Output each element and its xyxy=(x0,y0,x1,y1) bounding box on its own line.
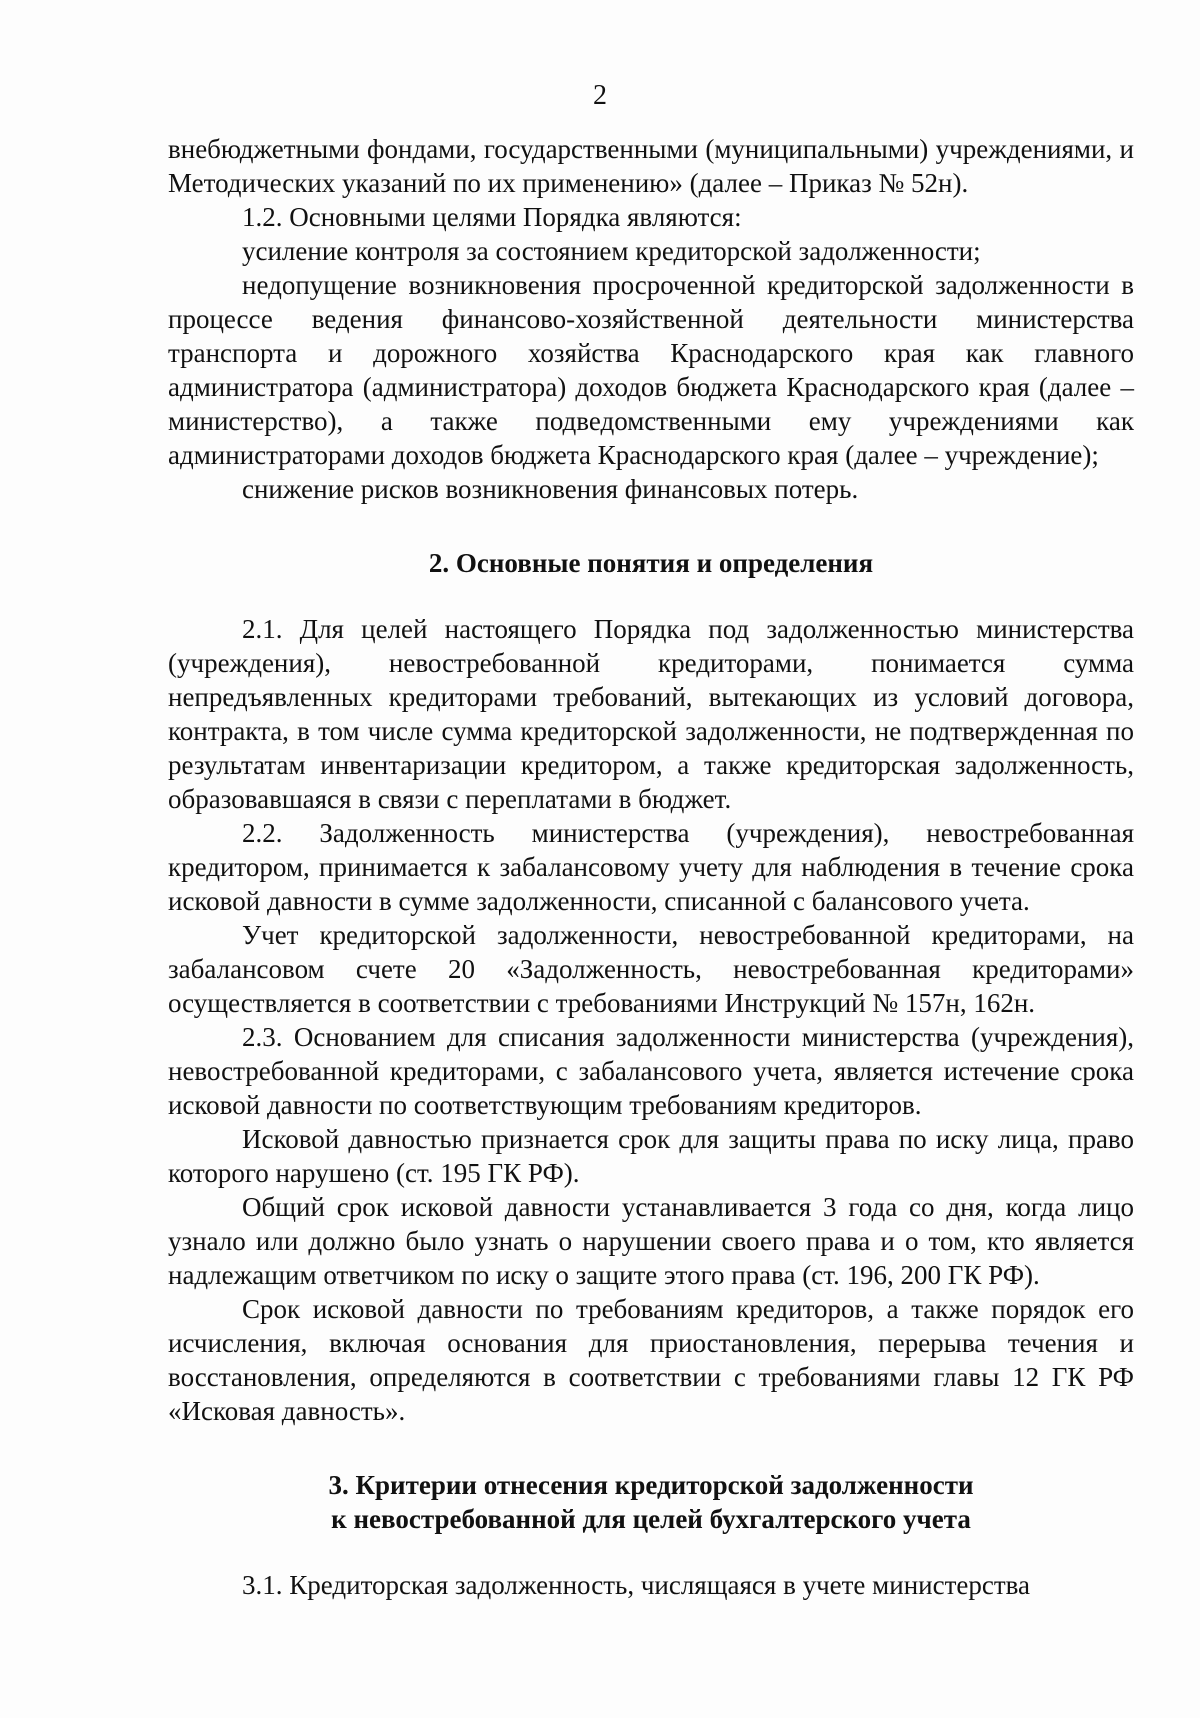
goal-item: недопущение возникновения просроченной кредиторской задолженности в процессе ведения финансово-хозяйственной деятельности министерства транспорта и дорожного хозяйства Краснодарского края как главного администратора (администратора) доходов бюджета Краснодарского края (далее – министерство), а также подведомственными ему учреждениями как администраторами доходов бюджета Краснодарского края (далее – учреждение); xyxy=(168,270,1134,470)
paragraph-1-2: 1.2. Основными целями Порядка являются: xyxy=(242,202,742,232)
section-3-heading xyxy=(168,1468,1134,1536)
paragraph-2-2: 2.2. Задолженность министерства (учреждения), невостребованная кредитором, принимается к забалансовому учету для наблюдения в течение срока исковой давности в сумме задолженности, списанной с балансового учета. xyxy=(168,818,1134,916)
paragraph-2-3: 2.3. Основанием для списания задолженности министерства (учреждения), невостребованной кредиторами, с забалансового учета, является истечение срока исковой давности по соответствующим требованиям кредиторов. xyxy=(168,1022,1134,1120)
section-3-heading-line-1: 3. Критерии отнесения кредиторской задолженности xyxy=(328,1470,974,1500)
paragraph-2-2-accounting: Учет кредиторской задолженности, невостребованной кредиторами, на забалансовом счете 20 «Задолженность, невостребованная кредиторами» осуществляется в соответствии с требованиями Инструкций № 157н, 162н. xyxy=(168,920,1134,1018)
section-3-heading-line-2: к невостребованной для целей бухгалтерского учета xyxy=(331,1504,971,1534)
paragraph-2-1: 2.1. Для целей настоящего Порядка под задолженностью министерства (учреждения), невостребованной кредиторами, понимается сумма непредъявленных кредиторами требований, вытекающих из условий договора, контракта, в том числе сумма кредиторской задолженности, не подтвержденная по результатам инвентаризации кредитором, а также кредиторская задолженность, образовавшаяся в связи с переплатами в бюджет. xyxy=(168,614,1134,814)
document-body xyxy=(168,132,1134,1602)
goal-item: усиление контроля за состоянием кредиторской задолженности; xyxy=(242,236,981,266)
paragraph-continuation: внебюджетными фондами, государственными (муниципальными) учреждениями, и Методических указаний по их применению» (далее – Приказ № 52н). xyxy=(168,134,1134,198)
paragraph-3-1: 3.1. Кредиторская задолженность, числящаяся в учете министерства xyxy=(242,1570,1031,1600)
paragraph-2-3-limitation-definition: Исковой давностью признается срок для защиты права по иску лица, право которого нарушено (ст. 195 ГК РФ). xyxy=(168,1124,1134,1188)
goal-item: снижение рисков возникновения финансовых потерь. xyxy=(242,474,859,504)
paragraph-2-3-calculation: Срок исковой давности по требованиям кредиторов, а также порядок его исчисления, включая основания для приостановления, перерыва течения и восстановления, определяются в соответствии с требованиями главы 12 ГК РФ «Исковая давность». xyxy=(168,1294,1134,1426)
paragraph-2-3-general-term: Общий срок исковой давности устанавливается 3 года со дня, когда лицо узнало или должно было узнать о нарушении своего права и о том, кто является надлежащим ответчиком по иску о защите этого права (ст. 196, 200 ГК РФ). xyxy=(168,1192,1134,1290)
page-number: 2 xyxy=(593,80,607,111)
section-2-heading: 2. Основные понятия и определения xyxy=(428,548,874,578)
